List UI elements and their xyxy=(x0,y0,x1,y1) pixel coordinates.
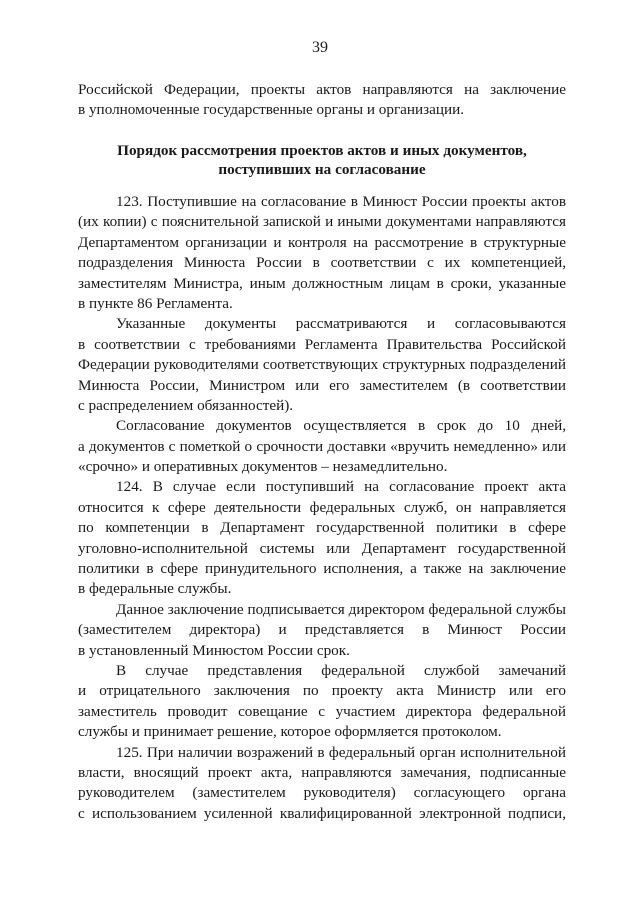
text-line: власти, вносящий проект акта, направляются замечания, подписанные xyxy=(78,763,566,781)
text-line: в соответствии с требованиями Регламента Правительства Российской xyxy=(78,335,566,353)
heading-line: Порядок рассмотрения проектов актов и иных документов, xyxy=(117,142,527,159)
paragraph-123 xyxy=(78,192,566,314)
text-line: 124. В случае если поступивший на согласование проект акта xyxy=(116,478,566,496)
text-line: Департаментом организации и контроля на рассмотрение в структурные xyxy=(78,233,566,251)
text-line: с распределением обязанностей). xyxy=(78,396,294,414)
text-line: Федерации руководителями соответствующих структурных подразделений xyxy=(78,356,566,374)
text-line: подразделения Минюста России в соответствии с их компетенцией, xyxy=(78,254,566,272)
intro-paragraph xyxy=(78,80,566,121)
text-line: относится к сфере деятельности федеральных служб, он направляется xyxy=(78,498,566,516)
text-line: а документов с пометкой о срочности доставки «вручить немедленно» или xyxy=(78,437,566,455)
text-line: В случае представления федеральной службой замечаний xyxy=(116,661,566,679)
paragraph-125 xyxy=(78,743,566,825)
text-line: в установленный Минюстом России срок. xyxy=(78,641,350,659)
text-line: руководителем (заместителем руководителя) согласующего органа xyxy=(78,784,566,802)
text-line: «срочно» и оперативных документов – незамедлительно. xyxy=(78,458,448,476)
text-line: и отрицательного заключения по проекту акта Министр или его xyxy=(78,682,566,700)
heading-line: поступивших на согласование xyxy=(218,161,426,178)
text-line: службы и принимает решение, которое оформляется протоколом. xyxy=(78,723,502,741)
text-line: Минюста России, Министром или его заместителем (в соответствии xyxy=(78,376,566,394)
text-line: в уполномоченные государственные органы и организации. xyxy=(78,101,465,119)
paragraph-review xyxy=(78,314,566,416)
section-heading xyxy=(78,141,566,179)
text-line: Указанные документы рассматриваются и согласовываются xyxy=(116,315,566,333)
page-number: 39 xyxy=(312,39,328,56)
paragraph-deadline xyxy=(78,416,566,477)
text-line: Данное заключение подписывается директором федеральной службы xyxy=(116,600,566,618)
text-line: (заместителем директора) и представляется в Минюст России xyxy=(78,621,566,639)
text-line: с использованием усиленной квалифицированной электронной подписи, xyxy=(78,804,566,822)
paragraph-124 xyxy=(78,477,566,599)
text-line: уголовно-исполнительной системы или Департамент государственной xyxy=(78,539,566,557)
text-line: по компетенции в Департамент государственной политики в сфере xyxy=(78,519,566,537)
text-line: 125. При наличии возражений в федеральный орган исполнительной xyxy=(116,743,566,761)
text-line: в федеральные службы. xyxy=(78,580,232,598)
text-line: политики в сфере принудительного исполнения, а также на заключение xyxy=(78,560,566,578)
main-text xyxy=(78,192,566,824)
text-line: (их копии) с пояснительной запиской и иными документами направляются xyxy=(78,213,566,231)
text-line: заместителям Министра, иным должностным лицам в сроки, указанные xyxy=(78,274,566,292)
text-line: 123. Поступившие на согласование в Минюст России проекты актов xyxy=(116,193,566,210)
paragraph-objections xyxy=(78,661,566,743)
text-line: заместитель проводит совещание с участием директора федеральной xyxy=(78,702,566,720)
paragraph-conclusion xyxy=(78,600,566,661)
text-line: в пункте 86 Регламента. xyxy=(78,294,233,312)
text-line: Согласование документов осуществляется в срок до 10 дней, xyxy=(116,417,566,435)
text-line: Российской Федерации, проекты актов направляются на заключение xyxy=(78,81,566,98)
